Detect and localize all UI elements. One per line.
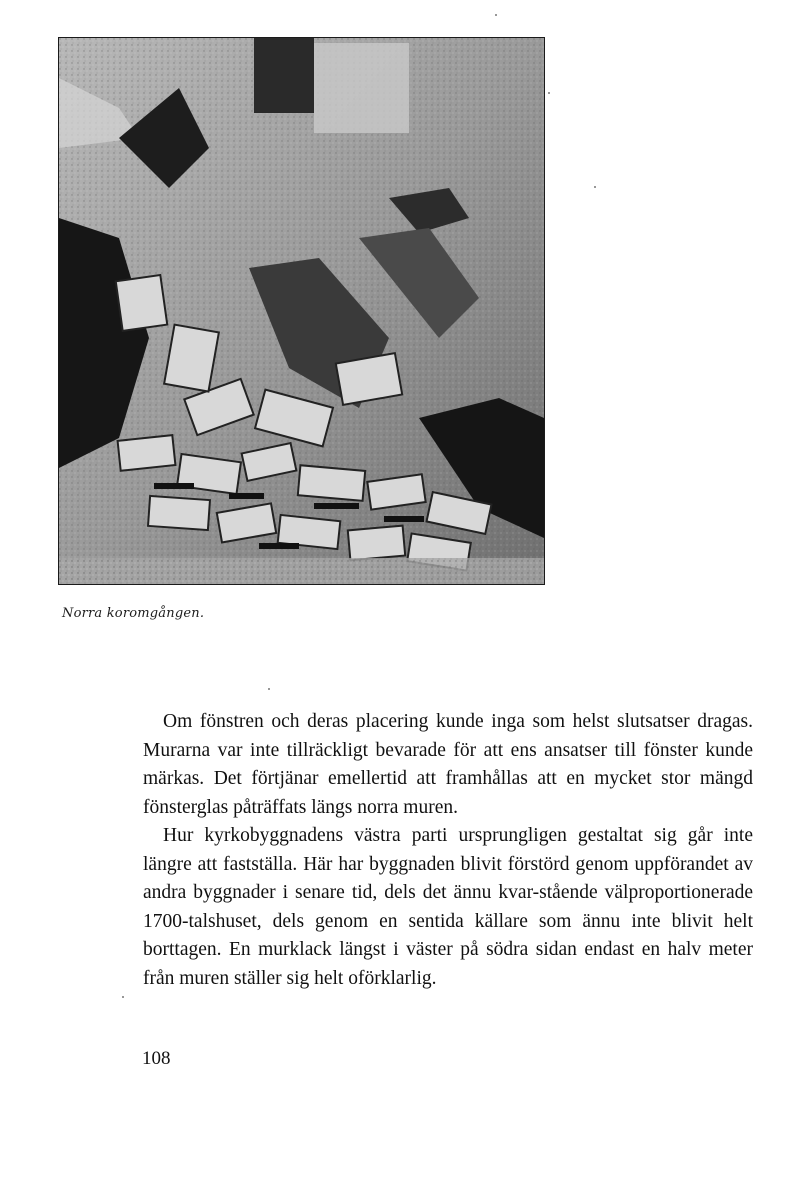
paper-speck (268, 688, 270, 690)
paragraph: Hur kyrkobyggnadens västra parti ursprungligen gestaltat sig går inte längre att fastställa. Här har byggnaden blivit förstörd genom uppförandet av andra byggnader i senare tid, dels det ännu kvar-stående välproportionerade 1700-talshuset, dels genom en sentida källare som ännu inte blivit helt borttagen. En murklack längst i väster på södra sidan endast en halv meter från muren ställer sig helt oförklarlig. (143, 825, 753, 989)
paper-speck (495, 14, 497, 16)
figure-caption: Norra koromgången. (62, 606, 205, 621)
body-text (143, 708, 753, 993)
paper-speck (594, 186, 596, 188)
paragraph: Om fönstren och deras placering kunde inga som helst slutsatser dragas. Murarna var inte tillräckligt bevarade för att ens ansatser till fönster kunde märkas. Det förtjänar emellertid att framhållas att en mycket stor mängd fönsterglas påträffats längs norra muren. (143, 711, 753, 818)
photograph-ruins (58, 37, 545, 585)
paper-speck (548, 92, 550, 94)
photo-icon (59, 38, 544, 584)
page-number: 108 (142, 1048, 171, 1069)
paper-speck (122, 996, 124, 998)
